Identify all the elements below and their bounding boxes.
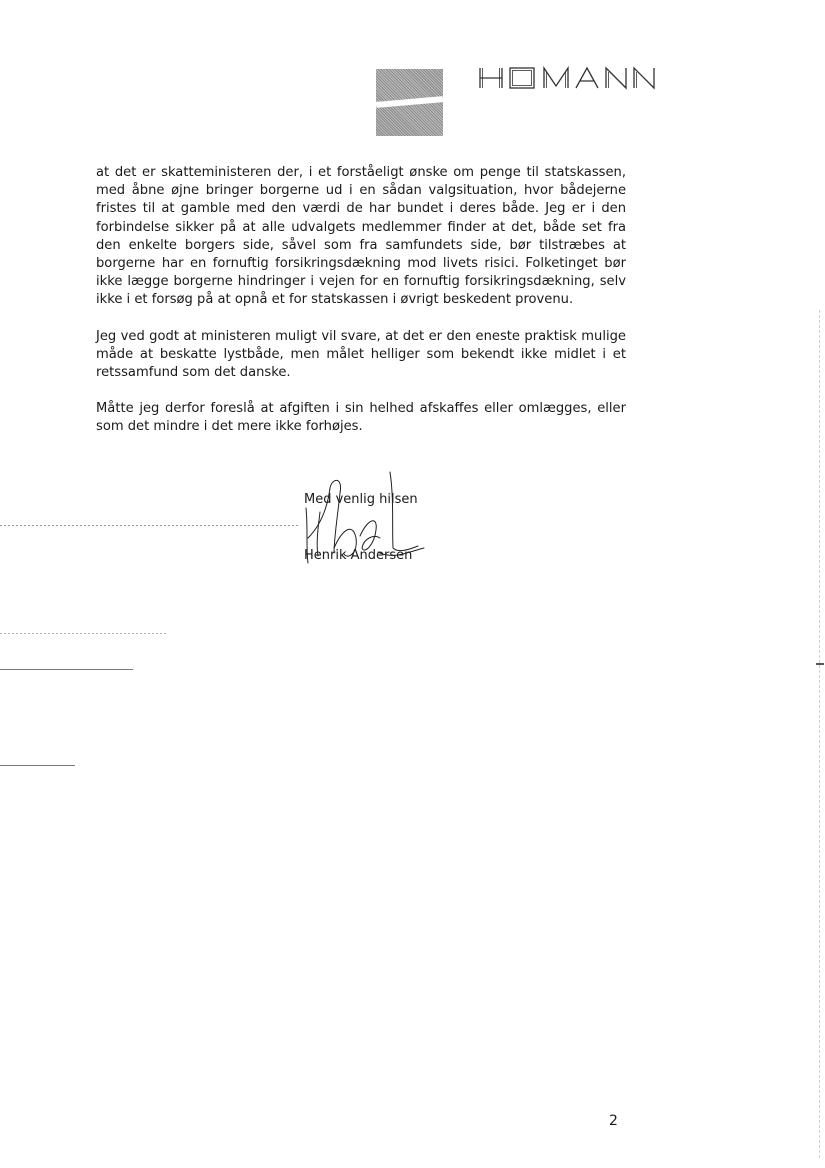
- sender-name: Henrik Andersen: [304, 548, 413, 563]
- paragraph-1: at det er skatteministeren der, i et forståeligt ønske om penge til statskassen, med åbne øjne bringer borgerne ud i en sådan valgsituation, hvor bådejerne fristes til at gamble med den værdi de har bundet i deres både. Jeg er i den forbindelse sikker på at alle udvalgets medlemmer finder at det, både set fra den enkelte borgers side, såvel som fra samfundets side, bør tilstræbes at borgerne har en fornuftig forsikringsdækning mod livets risici. Folketinget bør ikke lægge borgerne hindringer i vejen for en fornuftig forsikringsdækning, selv ikke i et forsøg på at opnå et for statskassen i øvrigt beskedent provenu.: [96, 165, 626, 308]
- paragraph-3: Måtte jeg derfor foreslå at afgiften i sin helhed afskaffes eller omlægges, eller som det mindre i det mere ikke forhøjes.: [96, 401, 626, 435]
- scan-artifact-dotted-line: [0, 525, 298, 526]
- scan-artifact-mark: [816, 663, 824, 665]
- logo-text: HOMANN: [478, 62, 483, 63]
- scan-artifact-line: [0, 765, 75, 766]
- logo-mark: [376, 69, 443, 136]
- scan-artifact-edge: [819, 310, 820, 1160]
- letter-body: [96, 164, 626, 455]
- logo-slash: [376, 96, 443, 108]
- handwritten-signature: [298, 468, 428, 568]
- closing-greeting: Med venlig hilsen: [304, 492, 418, 507]
- homann-logo-wordmark: [478, 62, 660, 92]
- paragraph-2: Jeg ved godt at ministeren muligt vil svare, at det er den eneste praktisk mulige måde at beskatte lystbåde, men målet helliger som bekendt ikke midlet i et retssamfund som det danske.: [96, 328, 626, 381]
- page-number: 2: [609, 1113, 618, 1129]
- scan-artifact-dotted-line: [0, 633, 168, 634]
- scan-artifact-line: [0, 669, 133, 670]
